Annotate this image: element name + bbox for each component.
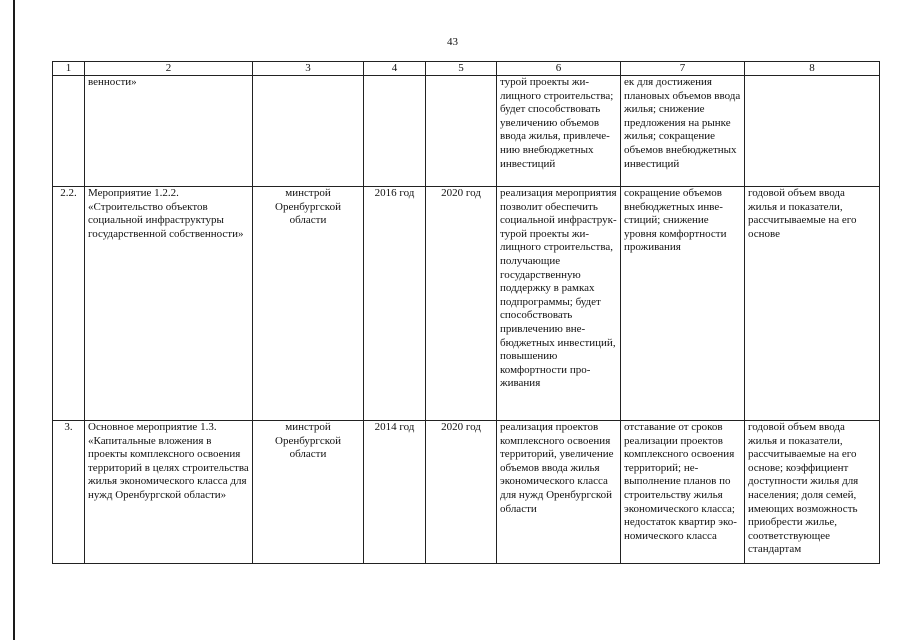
non-implementation-consequences: ек для достижения плановых объемов ввода жилья; снижение предложения на рынке жилья; сокращение объемов внебюджетных инвестиций <box>621 76 745 187</box>
start-year: 2014 год <box>364 421 426 564</box>
end-year <box>426 76 497 187</box>
column-header-1: 1 <box>53 62 85 76</box>
responsible-executor <box>253 76 364 187</box>
row-number <box>53 76 85 187</box>
non-implementation-consequences: отставание от сроков реализации проектов комплексного освоения территорий; невыполнение планов по строительству жилья экономического класса; недостаток квартир экономического класса <box>621 421 745 564</box>
start-year: 2016 год <box>364 187 426 421</box>
binding-margin-line <box>13 0 15 640</box>
expected-result: реализация проектов комплексного освоения территорий, увеличение объемов ввода жилья экономического класса для нужд Оренбургской области <box>497 421 621 564</box>
column-header-3: 3 <box>253 62 364 76</box>
non-implementation-consequences: сокращение объемов внебюджетных инвестиций; снижение уровня комфортности проживания <box>621 187 745 421</box>
row-number: 2.2. <box>53 187 85 421</box>
table-row <box>53 76 880 187</box>
event-name: венности» <box>85 76 253 187</box>
table-row <box>53 421 880 564</box>
end-year: 2020 год <box>426 421 497 564</box>
table-row <box>53 187 880 421</box>
expected-result: реализация мероприятия позволит обеспечить социальной инфраструктурой проекты жилищного строительства, получающие государственную поддержку в рамках подпрограммы; будет способствовать привлечению внебюджетных инвестиций, повышению комфортности проживания <box>497 187 621 421</box>
start-year <box>364 76 426 187</box>
column-header-6: 6 <box>497 62 621 76</box>
responsible-executor: минстрой Оренбургской области <box>253 187 364 421</box>
column-header-4: 4 <box>364 62 426 76</box>
related-indicators: годовой объем ввода жилья и показатели, рассчитываемые на его основе <box>745 187 880 421</box>
expected-result: турой проекты жилищного строительства; будет способствовать увеличению объемов ввода жилья, привлечению внебюджетных инвестиций <box>497 76 621 187</box>
related-indicators: годовой объем ввода жилья и показатели, рассчитываемые на его основе; коэффициент доступности жилья для населения; доля семей, имеющих возможность приобрести жилье, соответствующее стандартам <box>745 421 880 564</box>
event-name: Мероприятие 1.2.2. «Строительство объектов социальной инфраструктуры государственной собственности» <box>85 187 253 421</box>
column-header-5: 5 <box>426 62 497 76</box>
responsible-executor: минстрой Оренбургской области <box>253 421 364 564</box>
end-year: 2020 год <box>426 187 497 421</box>
column-header-2: 2 <box>85 62 253 76</box>
column-number-header-row <box>53 62 880 76</box>
related-indicators <box>745 76 880 187</box>
column-header-7: 7 <box>621 62 745 76</box>
program-measures-table <box>52 61 880 564</box>
column-header-8: 8 <box>745 62 880 76</box>
row-number: 3. <box>53 421 85 564</box>
event-name: Основное мероприятие 1.3. «Капитальные вложения в проекты комплексного освоения территорий в целях строительства жилья экономического класса для нужд Оренбургской области» <box>85 421 253 564</box>
page-number: 43 <box>447 36 458 48</box>
